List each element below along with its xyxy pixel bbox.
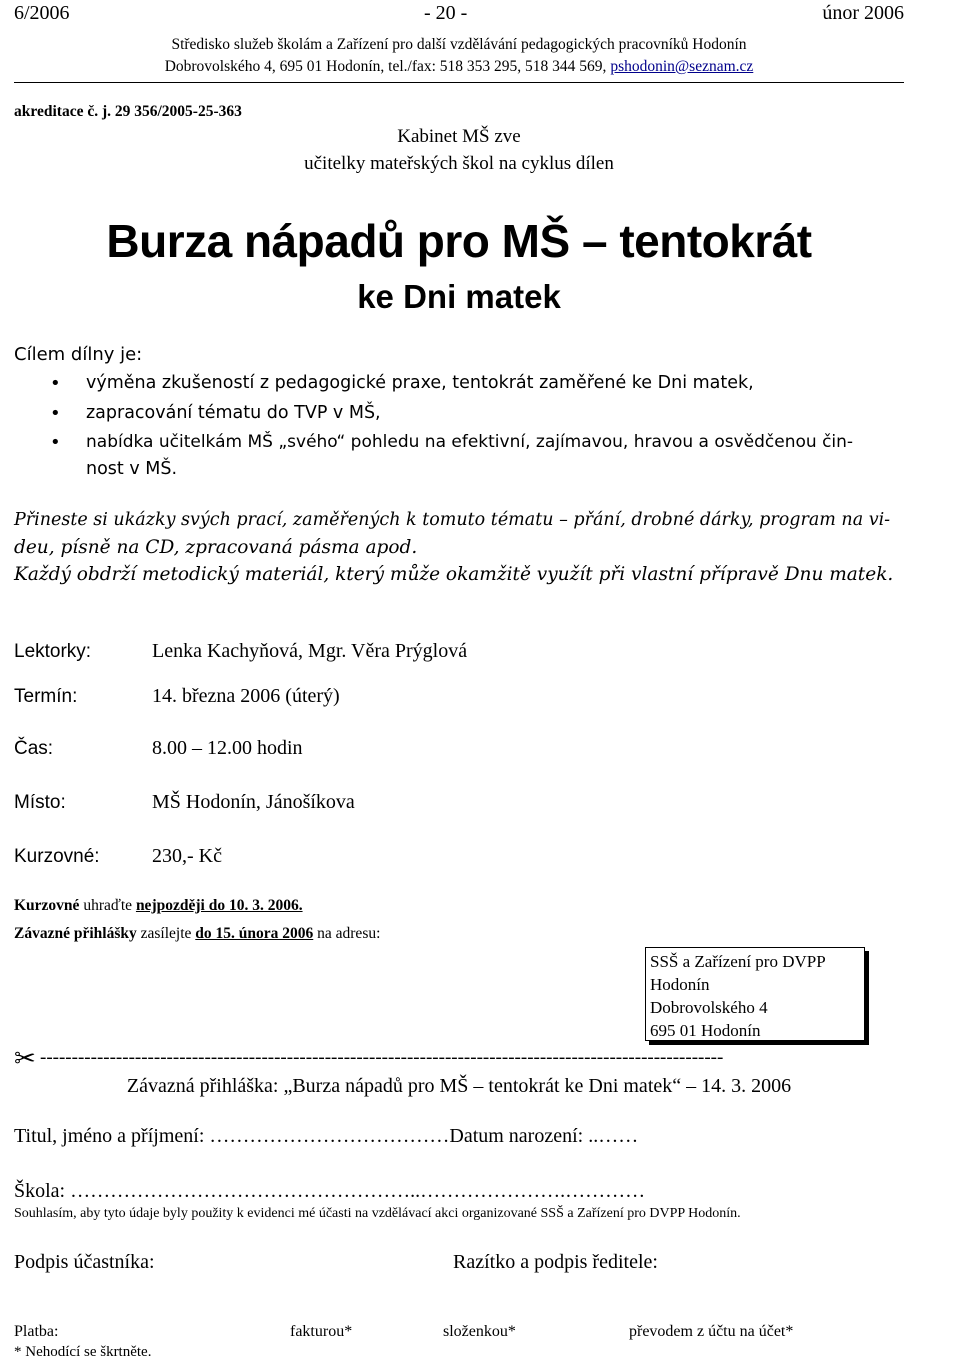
page-header xyxy=(14,0,904,26)
place-label: Místo: xyxy=(14,792,66,813)
issue-number: 6/2006 xyxy=(14,2,70,24)
bring-samples-note-cont: deu, písně na CD, zpracovaná pásma apod. xyxy=(14,537,418,558)
bullet-icon: • xyxy=(50,403,61,424)
payment-deadline-mid: uhraďte xyxy=(79,897,136,914)
accreditation-number: akreditace č. j. 29 356/2005-25-363 xyxy=(14,103,242,120)
cut-line: ------------------------------------------------------------------------------------------------------------ xyxy=(40,1047,724,1068)
goals-label: Cílem dílny je: xyxy=(14,344,143,365)
registration-mid: zasílejte xyxy=(136,925,196,942)
registration-date: do 15. února 2006 xyxy=(195,925,314,942)
time-value: 8.00 – 12.00 hodin xyxy=(152,737,303,759)
form-title: Závazná přihláška: „Burza nápadů pro MŠ – tentokrát ke Dni matek“ – 14. 3. 2006 xyxy=(126,1075,792,1097)
address-box xyxy=(645,947,865,1041)
place-value: MŠ Hodonín, Jánošíkova xyxy=(152,791,355,813)
pay-invoice-option[interactable]: fakturou* xyxy=(290,1323,353,1340)
fee-label: Kurzovné: xyxy=(14,846,100,867)
lecturers-label: Lektorky: xyxy=(14,641,92,662)
payment-deadline-bold: Kurzovné xyxy=(14,897,80,914)
payment-deadline xyxy=(14,897,303,915)
registration-deadline xyxy=(14,925,380,943)
address-line: Dobrovolského 4 xyxy=(650,998,768,1017)
registration-bold: Závazné přihlášky xyxy=(14,925,137,942)
issue-month: únor 2006 xyxy=(822,2,904,24)
invite-line-2: učitelky mateřských škol na cyklus dílen xyxy=(304,153,614,174)
lecturers-value: Lenka Kachyňová, Mgr. Věra Prýglová xyxy=(152,640,468,662)
bring-samples-note: Přineste si ukázky svých prací, zaměřených k tomuto tématu – přání, drobné dárky, program na vi- xyxy=(14,510,891,530)
scissors-icon: ✂ xyxy=(14,1044,36,1073)
material-note: Každý obdrží metodický materiál, který může okamžitě využít při vlastní přípravě Dnu matek. xyxy=(14,564,894,585)
date-value: 14. března 2006 (úterý) xyxy=(152,685,340,707)
school-field[interactable]: Škola: ……………………………………………..………………….………… xyxy=(14,1180,646,1202)
goal-item: zapracování tématu do TVP v MŠ, xyxy=(86,403,381,423)
institution-address: Dobrovolského 4, 695 01 Hodonín, tel./fax: 518 353 295, 518 344 569, xyxy=(164,58,611,75)
director-signature-label: Razítko a podpis ředitele: xyxy=(453,1251,658,1273)
participant-signature-label: Podpis účastníka: xyxy=(14,1251,155,1273)
header-divider xyxy=(14,82,904,83)
bullet-icon: • xyxy=(50,373,61,394)
name-birthdate-field[interactable]: Titul, jméno a příjmení: ………………………………Datum narození: ..…… xyxy=(14,1125,639,1147)
date-label: Termín: xyxy=(14,686,78,707)
fee-value: 230,- Kč xyxy=(152,845,222,867)
page-number: - 20 - xyxy=(424,2,468,24)
payment-deadline-date: nejpozději do 10. 3. 2006. xyxy=(135,897,303,914)
bullet-icon: • xyxy=(50,432,61,453)
pay-postal-option[interactable]: složenkou* xyxy=(443,1323,516,1340)
goal-item-continuation: nost v MŠ. xyxy=(86,459,178,479)
time-label: Čas: xyxy=(14,738,54,759)
invite-line-1: Kabinet MŠ zve xyxy=(397,126,521,147)
goal-item: výměna zkušeností z pedagogické praxe, tentokrát zaměřené ke Dni matek, xyxy=(86,373,754,393)
consent-text: Souhlasím, aby tyto údaje byly použity k evidenci mé účasti na vzdělávací akci organizované SSŠ a Zařízení pro DVPP Hodonín. xyxy=(14,1206,741,1221)
address-line: SSŠ a Zařízení pro DVPP xyxy=(650,952,826,971)
workshop-title: Burza nápadů pro MŠ – tentokrát xyxy=(106,215,812,267)
payment-label: Platba: xyxy=(14,1323,59,1340)
institution-contact xyxy=(14,58,904,76)
registration-end: na adresu: xyxy=(313,925,381,942)
goal-item: nabídka učitelkám MŠ „svého“ pohledu na efektivní, zajímavou, hravou a osvědčenou čin- xyxy=(86,432,854,452)
pay-transfer-option[interactable]: převodem z účtu na účet* xyxy=(629,1323,794,1340)
institution-email-link[interactable]: pshodonin@seznam.cz xyxy=(610,58,754,75)
address-line: Hodonín xyxy=(650,975,710,994)
footnote: * Nehodící se škrtněte. xyxy=(14,1344,152,1360)
workshop-subtitle: ke Dni matek xyxy=(357,278,561,315)
institution-name: Středisko služeb školám a Zařízení pro další vzdělávání pedagogických pracovníků Hodonín xyxy=(171,36,747,53)
address-line: 695 01 Hodonín xyxy=(650,1021,761,1040)
